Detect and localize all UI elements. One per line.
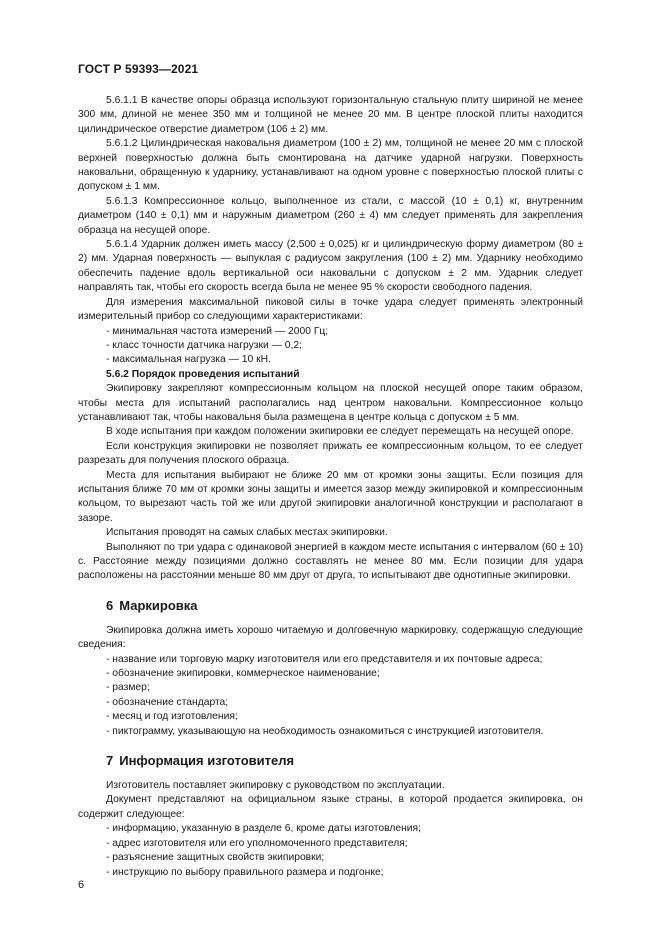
subsection-heading: 5.6.2 Порядок проведения испытаний	[106, 368, 300, 380]
section-title: Информация изготовителя	[119, 753, 295, 769]
list-item: - информацию, указанную в разделе 6, кроме даты изготовления;	[106, 823, 421, 835]
paragraph: 5.6.1.4 Ударник должен иметь массу (2,500 ± 0,025) кг и цилиндрическую форму диаметром (80 ± 2) мм. Ударная поверхность — выпуклая с радиусом закругления (100 ± 2) мм. Ударнику необходимо обеспечить падение вдоль вертикальной оси наковальни с допуском ± 2 мм. Ударник следует направлять так, чтобы его скорость всегда была не менее 95 % скорости свободного падения.	[78, 239, 583, 294]
paragraph: 5.6.1.2 Цилиндрическая наковальня диаметром (100 ± 2) мм, толщиной не менее 20 мм с плоской верхней поверхностью должна быть смонтирована на датчике ударной нагрузки. Поверхность наковальни, обращенную к ударнику, устанавливают на одном уровне с поверхностью плоской плиты с допуском ± 1 мм.	[78, 138, 583, 193]
paragraph: Документ представляют на официальном языке страны, в которой продается экипировка, он содержит следующее:	[78, 794, 583, 820]
section-title: Маркировка	[119, 597, 198, 613]
list-item: - класс точности датчика нагрузки — 0,2;	[106, 339, 302, 351]
list-item: - пиктограмму, указывающую на необходимость ознакомиться с инструкцией изготовителя.	[106, 725, 544, 737]
section-heading-6	[78, 598, 583, 614]
list-item: - обозначение экипировки, коммерческое наименование;	[106, 668, 380, 680]
paragraph: Экипировка должна иметь хорошо читаемую и долговечную маркировку, содержащую следующие сведения:	[78, 624, 583, 651]
list-item: - название или торговую марку изготовителя или его представителя и их почтовые адреса;	[106, 653, 543, 665]
paragraph: Испытания проводят на самых слабых местах экипировки.	[106, 527, 388, 539]
section-number: 7	[106, 753, 114, 769]
paragraph: Изготовитель поставляет экипировку с руководством по эксплуатации.	[106, 780, 445, 792]
document-header: ГОСТ Р 59393—2021	[78, 62, 199, 76]
list-item: - инструкцию по выбору правильного размера и подгонке;	[106, 866, 384, 878]
paragraph: В ходе испытания при каждом положении экипировки ее следует перемещать на несущей опоре.	[106, 426, 574, 438]
paragraph: Для измерения максимальной пиковой силы в точке удара следует применять электронный измерительный прибор со следующими характеристиками:	[78, 296, 583, 323]
list-item: - адрес изготовителя или его уполномоченного представителя;	[106, 837, 408, 849]
list-item: - месяц и год изготовления;	[106, 711, 238, 723]
paragraph: Если конструкция экипировки не позволяет прижать ее компрессионным кольцом, то ее следует разрезать для получения плоского образца.	[78, 440, 583, 467]
paragraph: 5.6.1.1 В качестве опоры образца используют горизонтальную стальную плиту шириной не менее 300 мм, длиной не менее 350 мм и толщиной не менее 20 мм. В центре плоской плиты находится цилиндрическое отверстие диаметром (106 ± 2) мм.	[78, 95, 583, 135]
list-item: - минимальная частота измерений — 2000 Гц;	[106, 325, 329, 337]
section-heading-7	[78, 753, 583, 769]
paragraph: Места для испытания выбирают не ближе 20 мм от кромки зоны защиты. Если позиция для испытания ближе 70 мм от кромки зоны защиты и имеется зазор между экипировкой и компрессионным кольцом, то вырезают часть той же или другой экипировки аналогичной конструкции и располагают в зазоре.	[78, 469, 583, 524]
list-item: - размер;	[106, 682, 150, 694]
section-number: 6	[106, 597, 114, 613]
paragraph: Экипировку закрепляют компрессионным кольцом на плоской несущей опоре таким образом, чтобы места для испытаний располагались над центром наковальни. Компрессионное кольцо устанавливают так, чтобы наковальня была размещена в центре кольца с допуском ± 5 мм.	[78, 383, 583, 423]
list-item: - максимальная нагрузка — 10 кН.	[106, 354, 271, 366]
document-body	[78, 94, 583, 880]
list-item: - обозначение стандарта;	[106, 696, 229, 708]
list-item: - разъяснение защитных свойств экипировки;	[106, 852, 325, 864]
paragraph: 5.6.1.3 Компрессионное кольцо, выполненное из стали, с массой (10 ± 0,1) кг, внутренним диаметром (140 ± 0,1) мм и наружным диаметром (260 ± 4) мм следует применять для закрепления образца на несущей опоре.	[78, 195, 583, 236]
paragraph: Выполняют по три удара с одинаковой энергией в каждом месте испытания с интервалом (60 ± 10) с. Расстояние между позициями должно составлять не менее 80 мм. Если позиции для удара расположены на расстоянии меньше 80 мм друг от друга, то испытывают две однотипные экипировки.	[78, 541, 583, 582]
page-number: 6	[78, 879, 85, 891]
